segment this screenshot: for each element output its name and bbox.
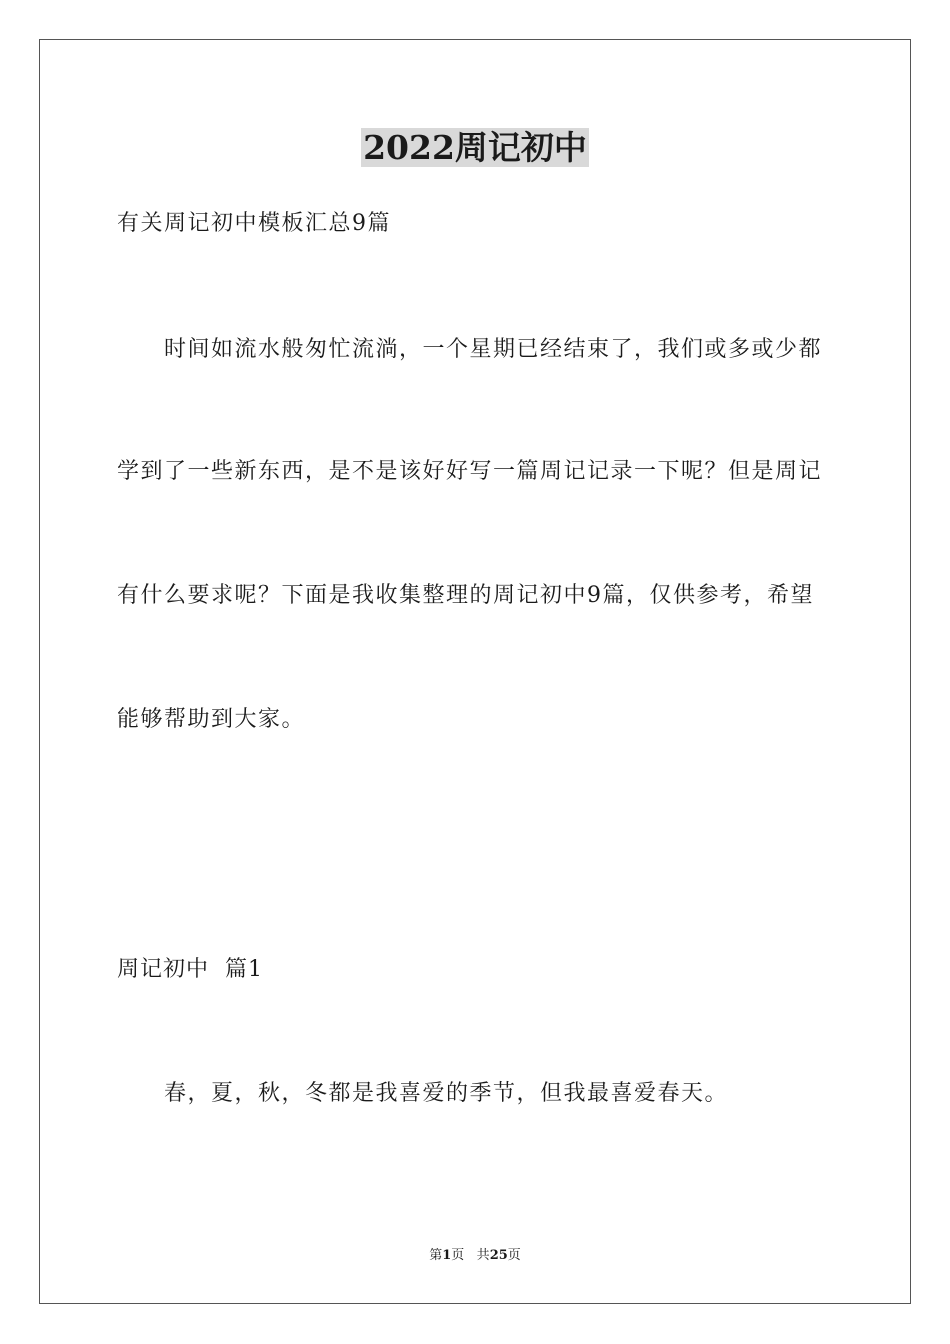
page-footer	[0, 1247, 950, 1265]
section-first-line: 春，夏，秋，冬都是我喜爱的季节，但我最喜爱春天。	[164, 1081, 729, 1106]
footer-page-number: 1	[442, 1248, 452, 1263]
intro-line-1: 时间如流水般匆忙流淌，一个星期已经结束了，我们或多或少都	[164, 337, 823, 362]
intro-line-4: 能够帮助到大家。	[117, 707, 306, 732]
intro-line-2: 学到了一些新东西，是不是该好好写一篇周记记录一下呢？但是周记	[117, 459, 823, 484]
intro-line-3: 有什么要求呢？下面是我收集整理的周记初中9篇，仅供参考，希望	[117, 583, 814, 608]
footer-total-prefix: 共	[476, 1248, 490, 1263]
document-title	[0, 126, 950, 170]
footer-page-prefix: 第	[429, 1248, 443, 1263]
footer-total-suffix: 页	[507, 1248, 521, 1263]
document-subtitle: 有关周记初中模板汇总9篇	[117, 211, 391, 236]
footer-total-pages: 25	[489, 1248, 508, 1263]
footer-page-suffix: 页	[451, 1248, 465, 1263]
section-heading: 周记初中 篇1	[117, 957, 263, 982]
document-title-text: 2022周记初中	[363, 128, 587, 167]
